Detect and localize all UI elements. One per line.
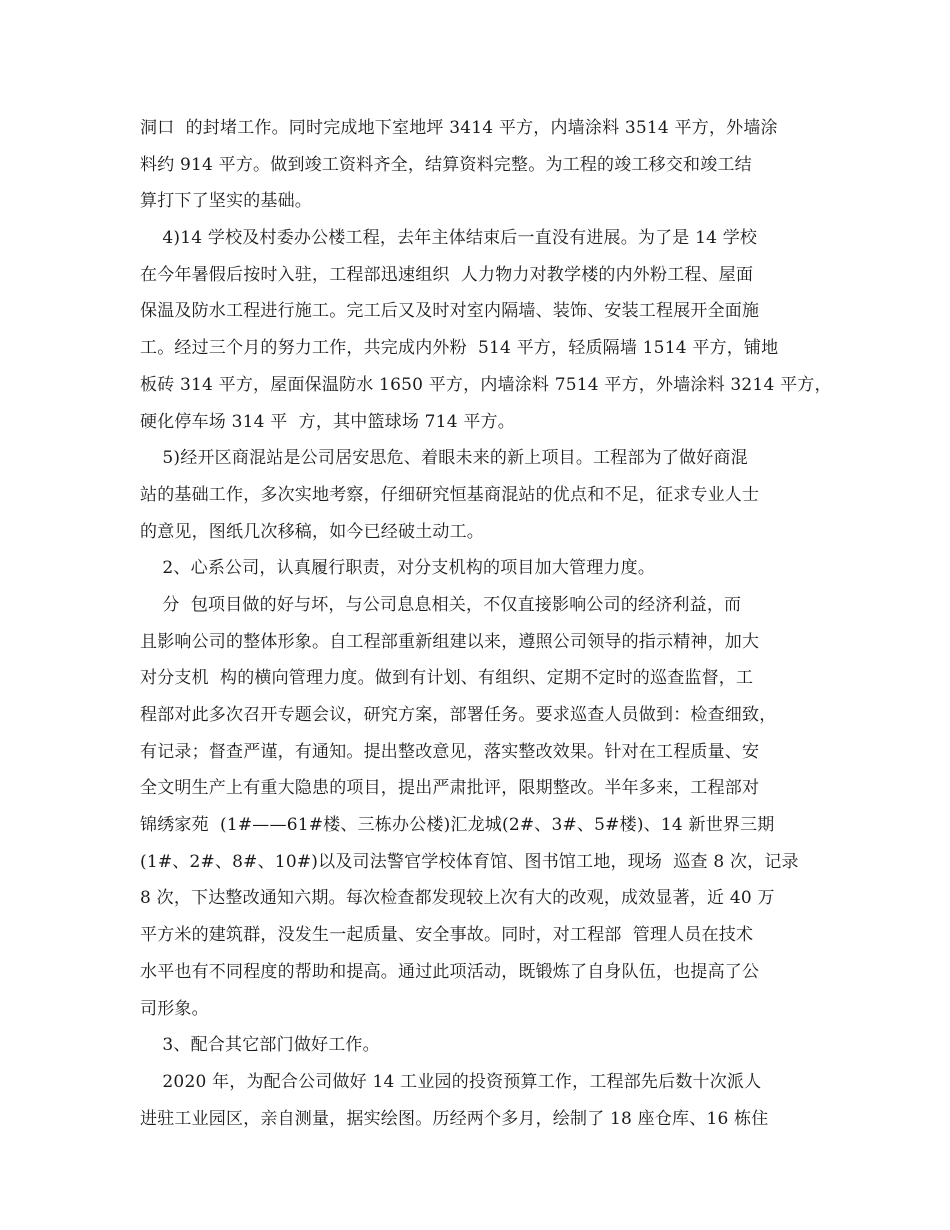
text-line: (1#、2#、8#、10#)以及司法警官学校体育馆、图书馆工地，现场 巡查 8 次，记录 (140, 851, 799, 872)
text-line: 在今年暑假后按时入驻，工程部迅速组织 人力物力对教学楼的内外粉工程、屋面 (140, 264, 754, 285)
text-line: 程部对此多次召开专题会议，研究方案，部署任务。要求巡查人员做到：检查细致， (140, 705, 777, 725)
text-line: 料约 914 平方。做到竣工资料齐全，结算资料完整。为工程的竣工移交和竣工结 (140, 154, 752, 175)
text-line: 平方米的建筑群，没发生一起质量、安全事故。同时，对工程部 管理人员在技术 (140, 925, 754, 946)
text-line: 2、心系公司，认真履行职责，对分支机构的项目加大管理力度。 (140, 558, 656, 579)
text-line: 分 包项目做的好与坏，与公司息息相关，不仅直接影响公司的经济利益，而 (140, 594, 742, 615)
text-line: 8 次，下达整改通知六期。每次检查都发现较上次有大的改观，成效显著，近 40 万 (140, 888, 775, 909)
text-line: 保温及防水工程进行施工。完工后又及时对室内隔墙、装饰、安装工程展开全面施 (140, 301, 760, 322)
text-line: 2020 年，为配合公司做好 14 工业园的投资预算工作，工程部先后数十次派人 (140, 1071, 762, 1092)
text-line: 且影响公司的整体形象。自工程部重新组建以来，遵照公司领导的指示精神，加大 (140, 631, 760, 652)
text-line: 洞口 的封堵工作。同时完成地下室地坪 3414 平方，内墙涂料 3514 平方，外墙涂 (140, 118, 778, 138)
text-line: 3、配合其它部门做好工作。 (140, 1035, 380, 1056)
text-line: 4)14 学校及村委办公楼工程，去年主体结束后一直没有进展。为了是 14 学校 (140, 228, 758, 249)
text-line: 锦绣家苑 (1#——61#楼、三栋办公楼)汇龙城(2#、3#、5#楼)、14 新世界三期 (140, 815, 775, 836)
text-line: 水平也有不同程度的帮助和提高。通过此项活动，既锻炼了自身队伍，也提高了公 (140, 961, 760, 982)
text-line: 对分支机 构的横向管理力度。做到有计划、有组织、定期不定时的巡查监督，工 (140, 668, 754, 689)
text-line: 板砖 314 平方，屋面保温防水 1650 平方，内墙涂料 7514 平方，外墙涂料 3214 平方， (140, 374, 832, 395)
text-line: 工。经过三个月的努力工作，共完成内外粉 514 平方，轻质隔墙 1514 平方，铺地 (140, 338, 779, 359)
text-line: 全文明生产上有重大隐患的项目，提出严肃批评，限期整改。半年多来，工程部对 (140, 778, 760, 799)
text-line: 5)经开区商混站是公司居安思危、着眼未来的新上项目。工程部为了做好商混 (140, 448, 748, 469)
document-body (140, 110, 832, 1137)
text-line: 硬化停车场 314 平 方，其中篮球场 714 平方。 (140, 411, 515, 432)
text-line: 的意见，图纸几次移稿，如今已经破土动工。 (140, 521, 484, 542)
text-line: 算打下了坚实的基础。 (140, 191, 312, 212)
text-line: 站的基础工作，多次实地考察，仔细研究恒基商混站的优点和不足，征求专业人士 (140, 484, 760, 505)
text-line: 进驻工业园区，亲自测量，据实绘图。历经两个多月，绘制了 18 座仓库、16 栋住 (140, 1108, 769, 1129)
text-line: 司形象。 (140, 998, 209, 1019)
text-line: 有记录；督查严谨，有通知。提出整改意见，落实整改效果。针对在工程质量、安 (140, 741, 760, 762)
